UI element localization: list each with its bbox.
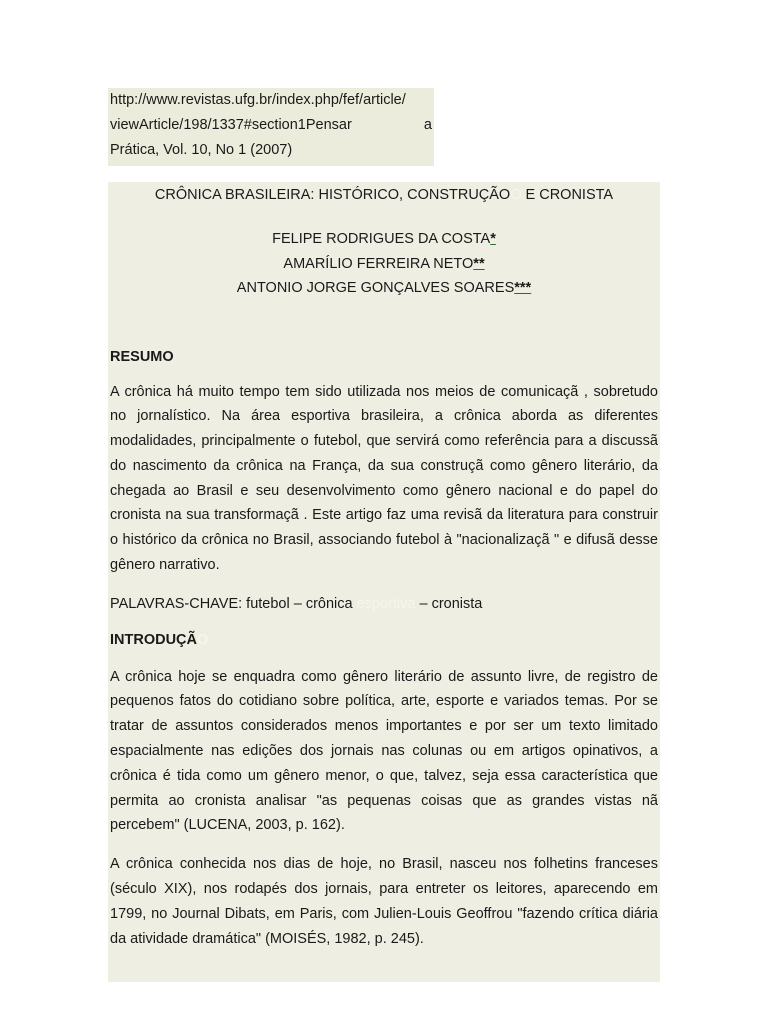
author-footnote-link[interactable]: *** <box>514 280 532 296</box>
resumo-heading: RESUMO <box>110 348 174 365</box>
citation-line: Prática, Vol. 10, No 1 (2007) <box>110 142 293 158</box>
url-line-2-left: viewArticle/198/1337#section1Pensar <box>110 117 352 133</box>
url-line-2 <box>110 113 434 138</box>
keywords-faint: esportiva <box>356 595 416 612</box>
title-part-2: E CRONISTA <box>525 187 614 203</box>
keywords-suffix: – cronista <box>419 595 483 612</box>
author-name: ANTONIO JORGE GONÇALVES SOARES <box>236 280 515 296</box>
resumo-text: A crônica há muito tempo tem sido utilizada nos meios de comunicaçã , sobretudo no jornalístico. Na área esportiva brasileira, a crônica aborda as diferentes modalidades, principalmente o futebol, que servirá como referência para a discussã do nascimento da crônica na França, da sua construçã como gênero literário, da chegada ao Brasil e seu desenvolvimento como gênero nacional e do papel do cronista na sua transformaçã . Este artigo faz uma revisã da literatura para construir o histórico da crônica no Brasil, associando futebol à "nacionalizaçã " e difusã desse gênero narrativo. <box>110 383 658 574</box>
intro-heading-text: INTRODUÇÃ <box>110 631 197 648</box>
author-name: FELIPE RODRIGUES DA COSTA <box>272 231 491 247</box>
keywords-prefix: PALAVRAS-CHAVE: futebol – crônica <box>110 595 353 612</box>
article-body <box>108 182 660 982</box>
author-line <box>110 252 658 277</box>
source-url-block <box>108 88 434 166</box>
url-line-1: http://www.revistas.ufg.br/index.php/fef/article/ <box>110 92 406 108</box>
title-part-1: CRÔNICA BRASILEIRA: HISTÓRICO, CONSTRUÇÃO <box>154 187 511 203</box>
author-footnote-link[interactable]: * <box>490 231 496 247</box>
url-line-2-right: a <box>423 117 432 133</box>
title-faint: O <box>510 187 522 203</box>
author-name: AMARÍLIO FERREIRA NETO <box>283 255 474 272</box>
authors-block <box>110 227 658 301</box>
intro-heading-faint: O <box>197 631 209 648</box>
intro-paragraph-1: A crônica hoje se enquadra como gênero literário de assunto livre, de registro de pequenos fatos do cotidiano sobre política, arte, esporte e variados temas. Por se tratar de assuntos considerados menos importantes e por ser um texto limitado espacialmente nas edições dos jornais nas colunas ou em artigos opinativos, a crônica é tida como um gênero menor, o que, talvez, seja essa característica que permita ao cronista analisar "as pequenas coisas que as grandes vistas nã percebem" (LUCENA, 2003, p. 162). <box>110 668 658 834</box>
author-footnote-link[interactable]: ** <box>473 255 485 272</box>
intro-paragraph-2: A crônica conhecida nos dias de hoje, no Brasil, nasceu nos folhetins franceses (século XIX), nos rodapés dos jornais, para entreter os leitores, aparecendo em 1799, no Journal Dibats, em Paris, com Julien-Louis Geoffrou "fazendo crítica diária da atividade dramática" (MOISÉS, 1982, p. 245). <box>110 856 658 947</box>
keywords-line <box>110 592 658 617</box>
author-line <box>110 276 658 301</box>
article-title <box>110 184 658 208</box>
intro-heading <box>110 632 658 648</box>
author-line <box>110 227 658 252</box>
